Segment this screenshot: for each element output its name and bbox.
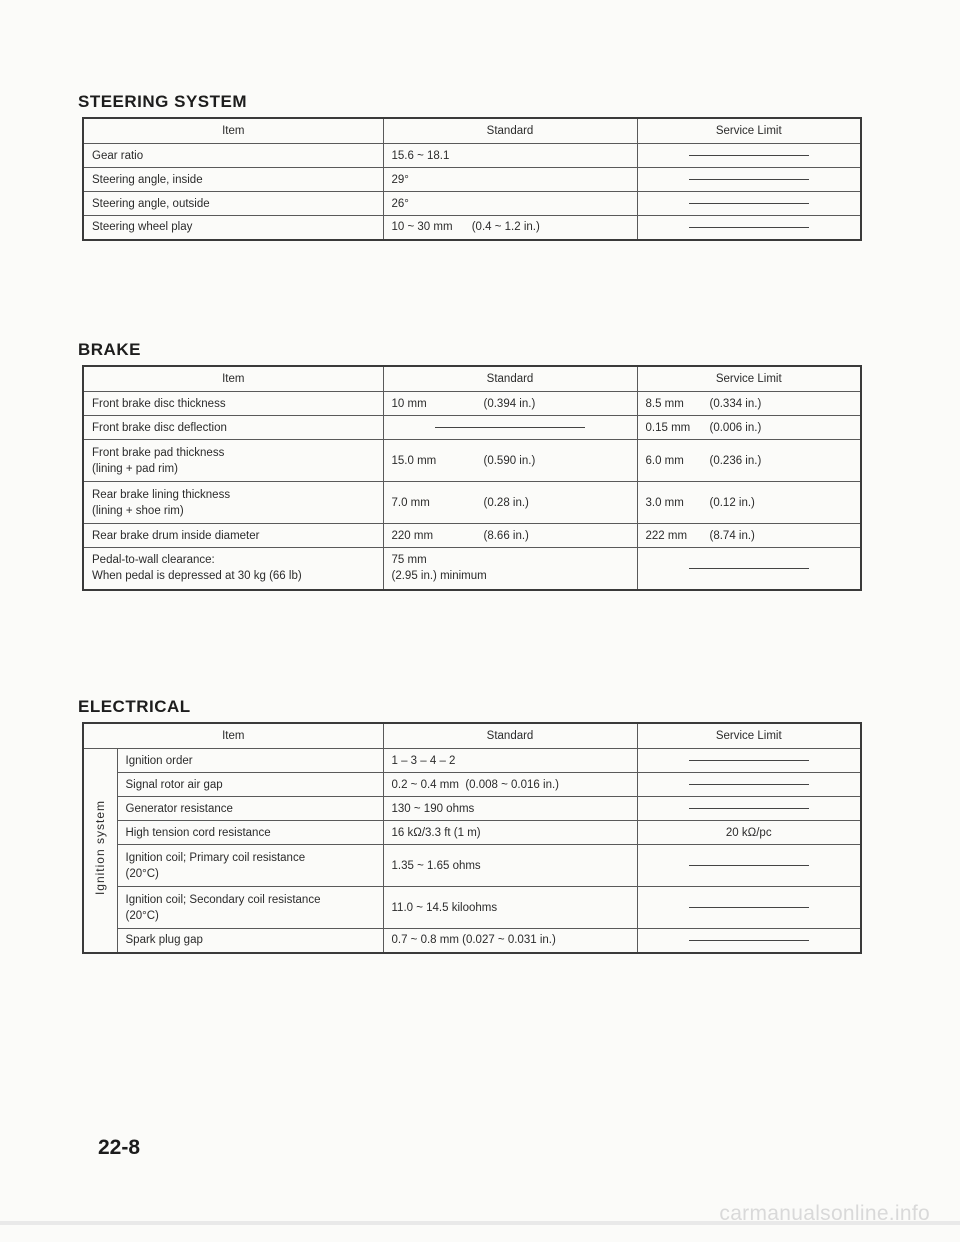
service-limit-cell xyxy=(637,392,861,416)
not-applicable-dash xyxy=(689,784,809,785)
not-applicable-dash xyxy=(435,427,585,428)
service-limit-cell xyxy=(637,482,861,524)
electrical-section-title: ELECTRICAL xyxy=(78,697,191,716)
standard-cell: 1.35 ~ 1.65 ohms xyxy=(383,845,637,887)
item-cell: High tension cord resistance xyxy=(117,821,383,845)
page-number: 22-8 xyxy=(98,1136,141,1159)
service-limit-cell xyxy=(637,168,861,192)
ignition-system-label: Ignition system xyxy=(93,800,108,896)
service-limit-cell xyxy=(637,773,861,797)
not-applicable-dash xyxy=(689,155,809,156)
standard-imperial: (0.28 in.) xyxy=(483,496,529,509)
column-header-service-limit: Service Limit xyxy=(637,366,861,392)
service-limit-cell xyxy=(637,192,861,216)
limit-imperial: (8.74 in.) xyxy=(709,529,755,542)
item-line-1: Rear brake lining thickness xyxy=(92,488,231,501)
item-cell xyxy=(117,887,383,929)
table-row xyxy=(83,548,861,590)
item-cell: Front brake disc deflection xyxy=(83,416,383,440)
brake-section-title: BRAKE xyxy=(78,340,141,359)
service-limit-cell: 20 kΩ/pc xyxy=(637,821,861,845)
not-applicable-dash xyxy=(689,865,809,866)
steering-spec-table xyxy=(82,117,862,241)
item-cell: Generator resistance xyxy=(117,797,383,821)
item-cell xyxy=(83,482,383,524)
item-line-1: Ignition coil; Secondary coil resistance xyxy=(125,893,321,906)
limit-metric: 6.0 mm xyxy=(645,454,684,467)
column-header-standard: Standard xyxy=(383,723,637,749)
column-header-service-limit: Service Limit xyxy=(637,723,861,749)
standard-cell: 29° xyxy=(383,168,637,192)
not-applicable-dash xyxy=(689,760,809,761)
standard-cell: 130 ~ 190 ohms xyxy=(383,797,637,821)
service-limit-cell xyxy=(637,797,861,821)
standard-imperial: (8.66 in.) xyxy=(483,529,529,542)
item-line-2: (lining + pad rim) xyxy=(92,462,178,475)
column-header-standard: Standard xyxy=(383,366,637,392)
standard-metric: 7.0 mm xyxy=(391,496,430,509)
service-limit-cell xyxy=(637,548,861,590)
limit-imperial: (0.006 in.) xyxy=(709,421,762,434)
table-row xyxy=(83,524,861,548)
standard-cell xyxy=(383,548,637,590)
brake-spec-table xyxy=(82,365,862,591)
limit-metric: 3.0 mm xyxy=(645,496,684,509)
standard-cell: 16 kΩ/3.3 ft (1 m) xyxy=(383,821,637,845)
standard-metric: 10 mm xyxy=(391,397,427,410)
standard-cell xyxy=(383,392,637,416)
item-line-1: Front brake pad thickness xyxy=(92,446,225,459)
not-applicable-dash xyxy=(689,179,809,180)
service-limit-cell xyxy=(637,887,861,929)
item-line-1: Pedal-to-wall clearance: xyxy=(92,554,215,567)
item-cell: Ignition order xyxy=(117,749,383,773)
item-cell: Steering angle, inside xyxy=(83,168,383,192)
steering-section-title: STEERING SYSTEM xyxy=(78,92,248,111)
item-cell: Gear ratio xyxy=(83,144,383,168)
table-row xyxy=(83,797,861,821)
standard-cell: 10 ~ 30 mm (0.4 ~ 1.2 in.) xyxy=(383,216,637,240)
standard-cell: 15.6 ~ 18.1 xyxy=(383,144,637,168)
table-row xyxy=(83,821,861,845)
standard-line-2: (2.95 in.) minimum xyxy=(391,570,487,583)
limit-imperial: (0.12 in.) xyxy=(709,496,755,509)
service-limit-cell xyxy=(637,144,861,168)
not-applicable-dash xyxy=(689,808,809,809)
limit-metric: 8.5 mm xyxy=(645,397,684,410)
service-limit-cell xyxy=(637,440,861,482)
column-header-item: Item xyxy=(83,723,383,749)
limit-imperial: (0.236 in.) xyxy=(709,454,762,467)
column-header-item: Item xyxy=(83,118,383,144)
item-line-2: When pedal is depressed at 30 kg (66 lb) xyxy=(92,570,302,583)
item-cell xyxy=(83,440,383,482)
item-line-2: (20°C) xyxy=(125,867,159,880)
not-applicable-dash xyxy=(689,203,809,204)
column-header-service-limit: Service Limit xyxy=(637,118,861,144)
table-row xyxy=(83,773,861,797)
table-row xyxy=(83,887,861,929)
column-header-standard: Standard xyxy=(383,118,637,144)
table-row xyxy=(83,216,861,240)
table-row xyxy=(83,192,861,216)
limit-metric: 222 mm xyxy=(645,529,688,542)
item-cell: Steering angle, outside xyxy=(83,192,383,216)
table-row xyxy=(83,168,861,192)
standard-cell xyxy=(383,416,637,440)
standard-imperial: (0.394 in.) xyxy=(483,397,536,410)
standard-cell: 11.0 ~ 14.5 kiloohms xyxy=(383,887,637,929)
standard-cell xyxy=(383,440,637,482)
standard-cell xyxy=(383,524,637,548)
limit-metric: 0.15 mm xyxy=(645,421,691,434)
table-row xyxy=(83,929,861,953)
standard-metric: 15.0 mm xyxy=(391,454,437,467)
standard-imperial: (0.590 in.) xyxy=(483,454,536,467)
electrical-spec-table xyxy=(82,722,862,954)
service-limit-cell xyxy=(637,416,861,440)
standard-line-1: 75 mm xyxy=(391,554,427,567)
item-cell: Signal rotor air gap xyxy=(117,773,383,797)
watermark: carmanualsonline.info xyxy=(719,1202,930,1225)
table-row xyxy=(83,144,861,168)
standard-cell: 26° xyxy=(383,192,637,216)
column-header-item: Item xyxy=(83,366,383,392)
standard-metric: 220 mm xyxy=(391,529,434,542)
service-limit-cell xyxy=(637,524,861,548)
service-limit-cell xyxy=(637,216,861,240)
table-header-row xyxy=(83,723,861,749)
table-row xyxy=(83,416,861,440)
table-row xyxy=(83,392,861,416)
ignition-system-group-cell xyxy=(83,749,117,953)
not-applicable-dash xyxy=(689,227,809,228)
item-cell: Rear brake drum inside diameter xyxy=(83,524,383,548)
table-row xyxy=(83,749,861,773)
item-line-1: Ignition coil; Primary coil resistance xyxy=(125,851,306,864)
table-header-row xyxy=(83,118,861,144)
item-cell: Spark plug gap xyxy=(117,929,383,953)
standard-cell xyxy=(383,482,637,524)
table-header-row xyxy=(83,366,861,392)
not-applicable-dash xyxy=(689,568,809,569)
service-limit-cell xyxy=(637,929,861,953)
service-limit-cell xyxy=(637,749,861,773)
item-cell: Front brake disc thickness xyxy=(83,392,383,416)
not-applicable-dash xyxy=(689,907,809,908)
item-cell xyxy=(117,845,383,887)
table-row xyxy=(83,845,861,887)
item-line-2: (lining + shoe rim) xyxy=(92,504,184,517)
standard-cell: 0.2 ~ 0.4 mm (0.008 ~ 0.016 in.) xyxy=(383,773,637,797)
standard-cell: 1 – 3 – 4 – 2 xyxy=(383,749,637,773)
table-row xyxy=(83,440,861,482)
service-limit-cell xyxy=(637,845,861,887)
limit-imperial: (0.334 in.) xyxy=(709,397,762,410)
table-row xyxy=(83,482,861,524)
item-line-2: (20°C) xyxy=(125,909,159,922)
item-cell xyxy=(83,548,383,590)
not-applicable-dash xyxy=(689,940,809,941)
item-cell: Steering wheel play xyxy=(83,216,383,240)
standard-cell: 0.7 ~ 0.8 mm (0.027 ~ 0.031 in.) xyxy=(383,929,637,953)
